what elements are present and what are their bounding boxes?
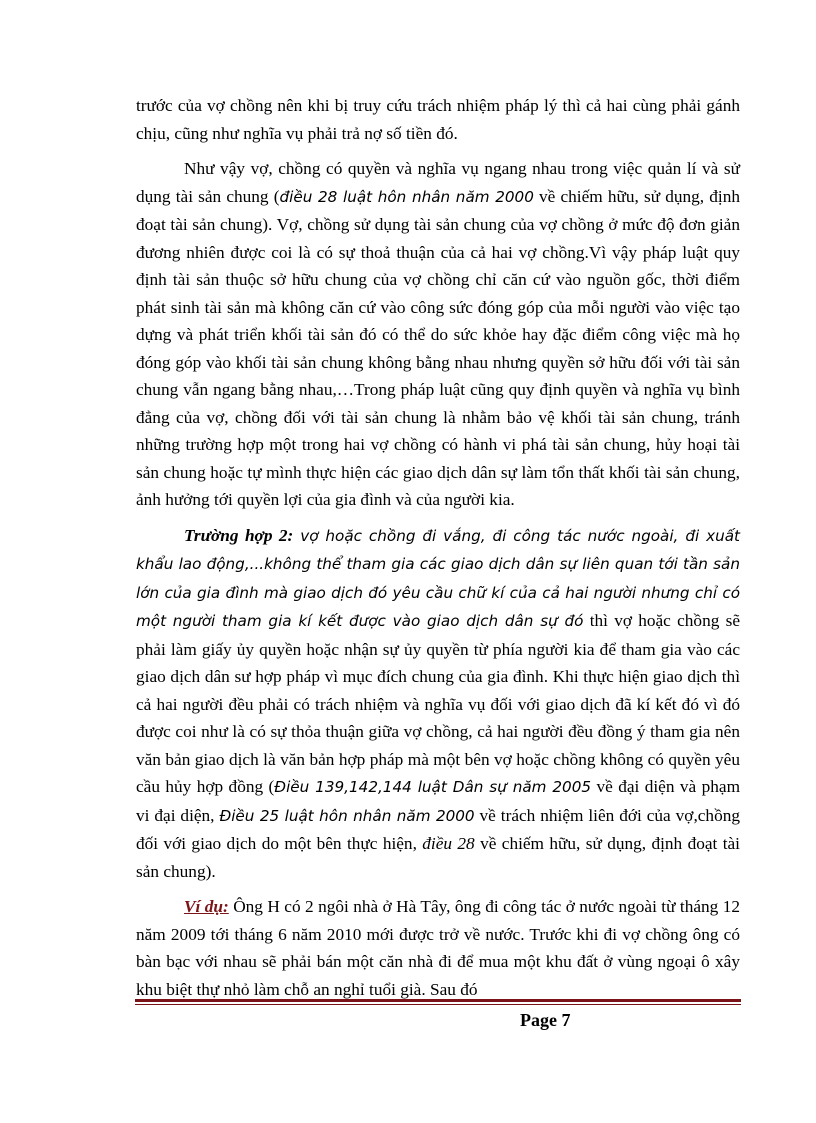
case-description: vợ hoặc chồng đi vắng, đi công tác nước ngoài, đi xuất khẩu lao động,...không thể tham gia các giao dịch dân sự liên quan tới tần sản lớn của gia đình mà giao dịch đó yêu cầu chữ kí của cả hai người nhưng chỉ có một người tham gia kí kết được vào giao dịch dân sự đó: [136, 526, 740, 630]
footer-rule-thick: [135, 999, 741, 1002]
paragraph-2: [136, 155, 740, 514]
legal-reference: điều 28 luật hôn nhân năm 2000: [279, 187, 534, 206]
page-number: Page 7: [520, 1010, 571, 1030]
paragraph-4-text: Ông H có 2 ngôi nhà ở Hà Tây, ông đi công tác ở nước ngoài từ tháng 12 năm 2009 tới tháng 6 năm 2010 mới được trở về nước. Trước khi đi vợ chồng ông có bàn bạc với nhau sẽ phải bán một căn nhà đi để mua một khu đất ở vùng ngoại ô xây khu biệt thự nhỏ làm chỗ an nghỉ tuổi già. Sau đó: [136, 897, 740, 999]
paragraph-3-text-c: về trách nhiệm liên đới của vợ,chồng đối với giao dịch do một bên thực hiện,: [136, 805, 740, 853]
case-label: Trường hợp 2:: [184, 525, 294, 545]
example-label: Ví dụ:: [184, 897, 229, 916]
document-body: [136, 92, 740, 1003]
legal-reference: điều 28: [422, 834, 475, 853]
paragraph-1: [136, 92, 740, 147]
paragraph-2-text-b: về chiếm hữu, sử dụng, định đoạt tài sản chung). Vợ, chồng sử dụng tài sản chung của vợ chồng ở mức độ đơn giản đương nhiên được coi là có sự thoả thuận của cả hai vợ chồng.Vì vậy pháp luật quy định tài sản thuộc sở hữu chung của vợ chồng chỉ căn cứ vào nguồn gốc, thời điểm phát sinh tài sản mà không căn cứ vào công sức đóng góp của mỗi người vào việc tạo dựng và phát triển khối tài sản đó có thể do sức khỏe hay đặc điểm công việc mà họ đóng góp vào khối tài sản chung không bằng nhau nhưng quyền sở hữu đối với tài sản chung vẫn ngang bằng nhau,…Trong pháp luật cũng quy định quyền và nghĩa vụ bình đẳng của vợ, chồng đối với tài sản chung là nhằm bảo vệ khối tài sản chung, tránh những trường hợp một trong hai vợ chồng có hành vi phá tài sản chung, hủy hoại tài sản chung hoặc tự mình thực hiện các giao dịch dân sự làm tổn thất khối tài sản chung, ảnh hưởng tới quyền lợi của gia đình và của người kia.: [136, 186, 741, 509]
paragraph-3-text-b: về đại diện và phạm vi đại diện,: [136, 777, 741, 825]
paragraph-4: [136, 893, 740, 1003]
legal-reference: Điều 25 luật hôn nhân năm 2000: [219, 806, 475, 825]
paragraph-3-text-d: về chiếm hữu, sử dụng, định đoạt tài sản chung).: [136, 834, 740, 881]
paragraph-2-text-a: Như vậy vợ, chồng có quyền và nghĩa vụ ngang nhau trong việc quản lí và sử dụng tài sản chung (: [136, 159, 740, 206]
paragraph-1-text: trước của vợ chồng nên khi bị truy cứu trách nhiệm pháp lý thì cả hai cùng phải gánh chịu, cũng như nghĩa vụ phải trả nợ số tiền đó.: [136, 96, 740, 143]
legal-reference: Điều 139,142,144 luật Dân sự năm 2005: [274, 778, 592, 796]
paragraph-3-text-a: thì vợ hoặc chồng sẽ phải làm giấy ủy quyền hoặc nhận sự ủy quyền từ phía người kia để tham gia vào các giao dịch dân sư hợp pháp vì mục đích chung của gia đình. Khi thực hiện giao dịch thì cả hai người đều phải có trách nhiệm và nghĩa vụ đối với giao dịch đã kí kết đó vì đó được coi như là có sự thỏa thuận giữa vợ chồng, cả hai người đều đồng ý tham gia nên văn bản giao dịch là văn bản hợp pháp mà một bên vợ hoặc chồng không có quyền yêu cầu hủy hợp đồng (: [136, 611, 741, 796]
footer-rule-thin: [135, 1004, 741, 1005]
paragraph-3: [136, 522, 740, 886]
